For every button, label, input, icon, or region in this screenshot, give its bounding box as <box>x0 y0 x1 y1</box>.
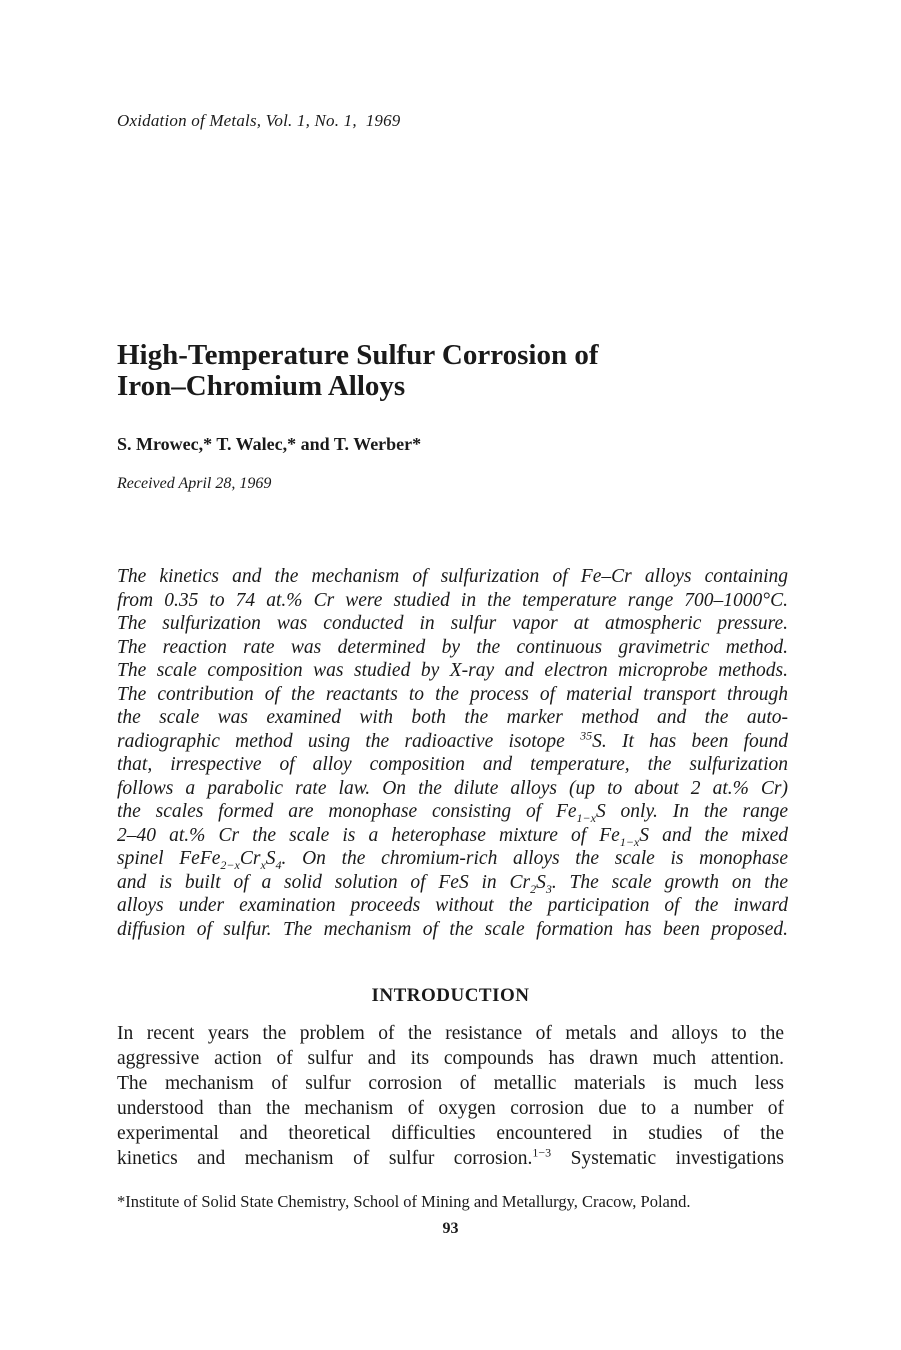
page-number: 93 <box>442 1220 459 1237</box>
abstract-line: The reaction rate was determined by the continuous gravimetric method. <box>117 636 788 658</box>
abstract-line: and is built of a solid solution of FeS in $Cr_2S_3$. The scale growth on the <box>117 871 788 896</box>
received-date: Received April 28, 1969 <box>117 475 272 492</box>
citation: 1−3 <box>532 1145 552 1160</box>
article-title: High-Temperature Sulfur Corrosion of Iron–Chromium Alloys <box>117 339 599 402</box>
abstract-line: the scales formed are monophase consisting of $Fe_{1-x}S$ only. In the range <box>117 801 788 825</box>
abstract-line: that, irrespective of alloy composition and temperature, the sulfurization <box>117 754 788 775</box>
body-line: The mechanism of sulfur corrosion of metallic materials is much less <box>117 1073 784 1094</box>
journal-header: Oxidation of Metals, Vol. 1, No. 1, 1969 <box>117 111 401 130</box>
body-line: In recent years the problem of the resistance of metals and alloys to the <box>117 1023 784 1044</box>
body-line: understood than the mechanism of oxygen corrosion due to a number of <box>117 1098 784 1119</box>
journal-year: 1969 <box>365 111 401 130</box>
abstract-line: 2–40 at.% Cr the scale is a heterophase mixture of $Fe_{1-x}S$ and the mixed <box>117 824 788 849</box>
body-line: kinetics and mechanism of sulfur corrosion.$^{1-3}$ Systematic investigations <box>117 1145 785 1169</box>
authors: S. Mrowec,* T. Walec,* and T. Werber* <box>117 434 422 454</box>
abstract <box>117 565 788 941</box>
footnote: *Institute of Solid State Chemistry, School of Mining and Metallurgy, Cracow, Poland. <box>117 1192 691 1211</box>
abstract-line: alloys under examination proceeds without the participation of the inward <box>117 895 788 916</box>
body-line: aggressive action of sulfur and its compounds has drawn much attention. <box>117 1048 784 1069</box>
abstract-line: the scale was examined with both the marker method and the auto- <box>117 707 788 728</box>
abstract-line: The contribution of the reactants to the process of material transport through <box>117 683 788 705</box>
abstract-line: follows a parabolic rate law. On the dilute alloys (up to about 2 at.% Cr) <box>117 777 788 799</box>
section-heading: INTRODUCTION <box>371 985 530 1006</box>
abstract-line: The sulfurization was conducted in sulfur vapor at atmospheric pressure. <box>117 613 788 634</box>
abstract-line: from 0.35 to 74 at.% Cr were studied in the temperature range 700–1000°C. <box>117 589 788 611</box>
abstract-line: The scale composition was studied by X-ray and electron microprobe methods. <box>117 660 788 681</box>
introduction-body <box>117 1021 784 1171</box>
abstract-line: diffusion of sulfur. The mechanism of the scale formation has been proposed. <box>117 918 788 940</box>
abstract-line: The kinetics and the mechanism of sulfurization of Fe–Cr alloys containing <box>117 566 788 587</box>
abstract-line: spinel $FeFe_{2-x}Cr_xS_4$. On the chromium-rich alloys the scale is monophase <box>117 848 788 872</box>
body-line: experimental and theoretical difficulties encountered in studies of the <box>117 1123 784 1144</box>
abstract-line: radiographic method using the radioactive isotope $^{35}$S. It has been found <box>117 728 788 752</box>
